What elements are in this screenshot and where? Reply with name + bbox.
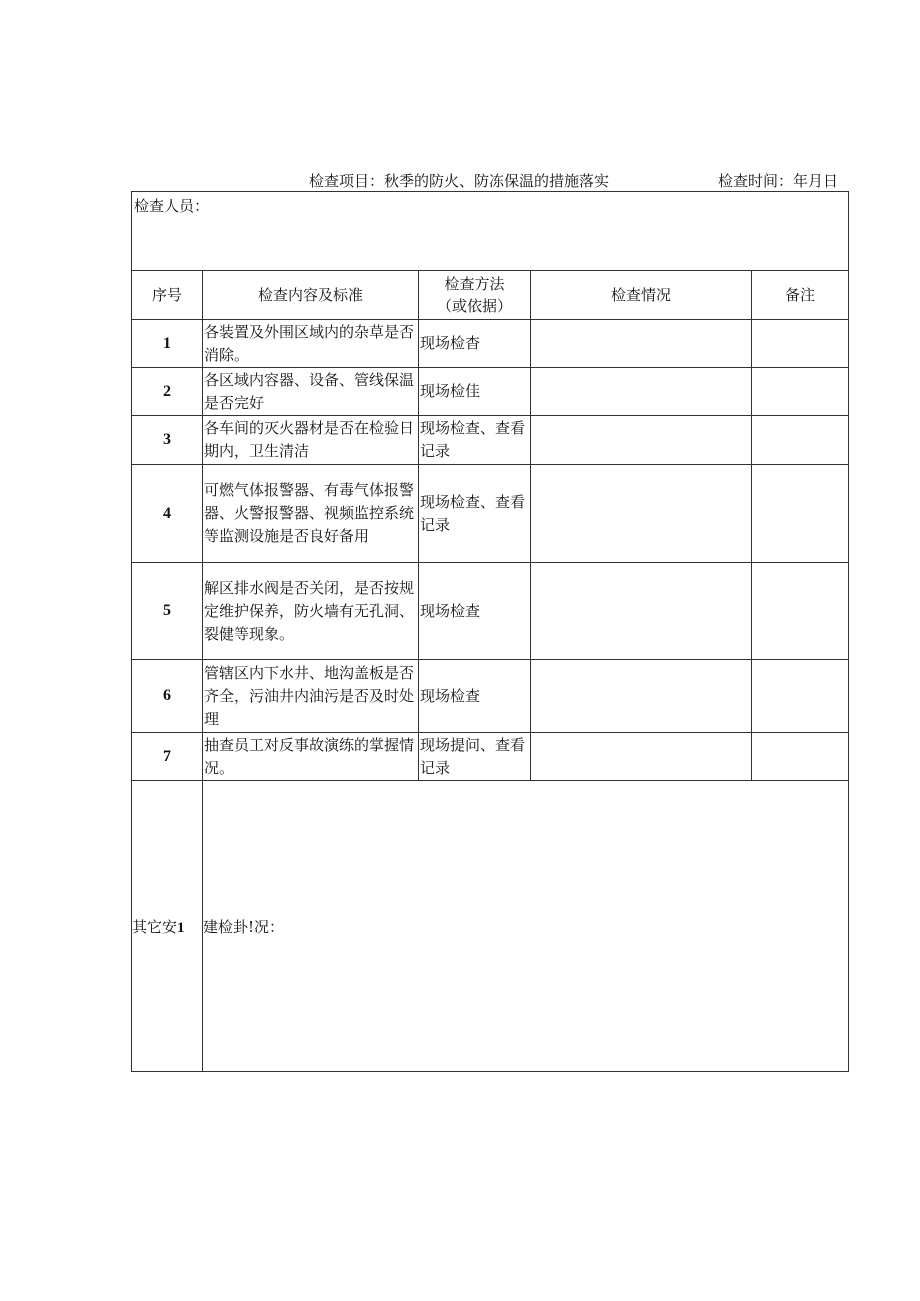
row-content: 抽查员工对反事故演练的掌握情况。 xyxy=(203,733,419,781)
row-status-cell[interactable] xyxy=(531,368,752,416)
header-content: 检查内容及标准 xyxy=(203,271,419,320)
row-content: 管辖区内下水井、地沟盖板是否齐全，污油井内油污是否及时处理 xyxy=(203,660,419,733)
table-row xyxy=(132,368,849,416)
inspection-project: 检查项目：秋季的防火、防冻保温的措施落实 xyxy=(309,172,610,190)
row-number: 1 xyxy=(132,320,203,368)
header-remarks: 备注 xyxy=(752,271,849,320)
inspectors-field[interactable] xyxy=(132,192,849,271)
other-label-tail: 1 xyxy=(177,919,185,936)
row-method: 现场检查 xyxy=(419,660,531,733)
row-remarks-cell[interactable] xyxy=(752,465,849,563)
header-method-line1: 检查方法 xyxy=(444,275,505,293)
row-method: 现场检查 xyxy=(419,563,531,660)
inspection-time: 检查时间：年月日 xyxy=(718,172,839,190)
table-row xyxy=(132,416,849,465)
row-remarks-cell[interactable] xyxy=(752,320,849,368)
table-row xyxy=(132,660,849,733)
other-label-text: 其它安 xyxy=(132,917,178,936)
row-remarks-cell[interactable] xyxy=(752,660,849,733)
row-method: 现场检查、查看记录 xyxy=(419,416,531,465)
row-content: 可燃气体报警器、有毒气体报警器、火警报警器、视频监控系统等监测设施是否良好备用 xyxy=(203,465,419,563)
table-row xyxy=(132,563,849,660)
other-section-row xyxy=(132,781,849,1072)
row-number: 5 xyxy=(132,563,203,660)
header-status: 检查情况 xyxy=(531,271,752,320)
header-seq: 序号 xyxy=(132,271,203,320)
row-status-cell[interactable] xyxy=(531,563,752,660)
row-method: 现场检查、查看记录 xyxy=(419,465,531,563)
row-remarks-cell[interactable] xyxy=(752,563,849,660)
row-status-cell[interactable] xyxy=(531,465,752,563)
row-status-cell[interactable] xyxy=(531,660,752,733)
table-row xyxy=(132,465,849,563)
header-method-line2: （或依据） xyxy=(436,297,512,315)
other-notes-label: 建检卦!况： xyxy=(203,917,285,936)
table-row xyxy=(132,733,849,781)
row-remarks-cell[interactable] xyxy=(752,368,849,416)
table-header-row xyxy=(132,271,849,320)
inspection-table xyxy=(131,191,849,1072)
header-method xyxy=(419,271,531,320)
row-number: 4 xyxy=(132,465,203,563)
row-content: 各车间的灭火器材是否在检验日期内，卫生清洁 xyxy=(203,416,419,465)
row-method: 现场检杳 xyxy=(419,320,531,368)
row-content: 各装置及外围区域内的杂草是否消除。 xyxy=(203,320,419,368)
row-status-cell[interactable] xyxy=(531,416,752,465)
header-line xyxy=(0,170,920,192)
row-remarks-cell[interactable] xyxy=(752,416,849,465)
row-method: 现场提问、查看记录 xyxy=(419,733,531,781)
row-method: 现场检佳 xyxy=(419,368,531,416)
row-remarks-cell[interactable] xyxy=(752,733,849,781)
other-label xyxy=(132,918,185,936)
row-content: 各区域内容器、设备、管线保温是否完好 xyxy=(203,368,419,416)
row-status-cell[interactable] xyxy=(531,320,752,368)
row-number: 7 xyxy=(132,733,203,781)
inspectors-label: 检查人员： xyxy=(134,197,210,215)
table-row xyxy=(132,320,849,368)
row-status-cell[interactable] xyxy=(531,733,752,781)
other-label-cell xyxy=(132,781,203,1072)
other-notes-field[interactable] xyxy=(203,781,849,1072)
row-number: 6 xyxy=(132,660,203,733)
row-number: 2 xyxy=(132,368,203,416)
row-number: 3 xyxy=(132,416,203,465)
inspection-form xyxy=(131,191,848,1069)
row-content: 解区排水阀是否关闭，是否按规定维护保养，防火墙有无孔洞、裂健等现象。 xyxy=(203,563,419,660)
